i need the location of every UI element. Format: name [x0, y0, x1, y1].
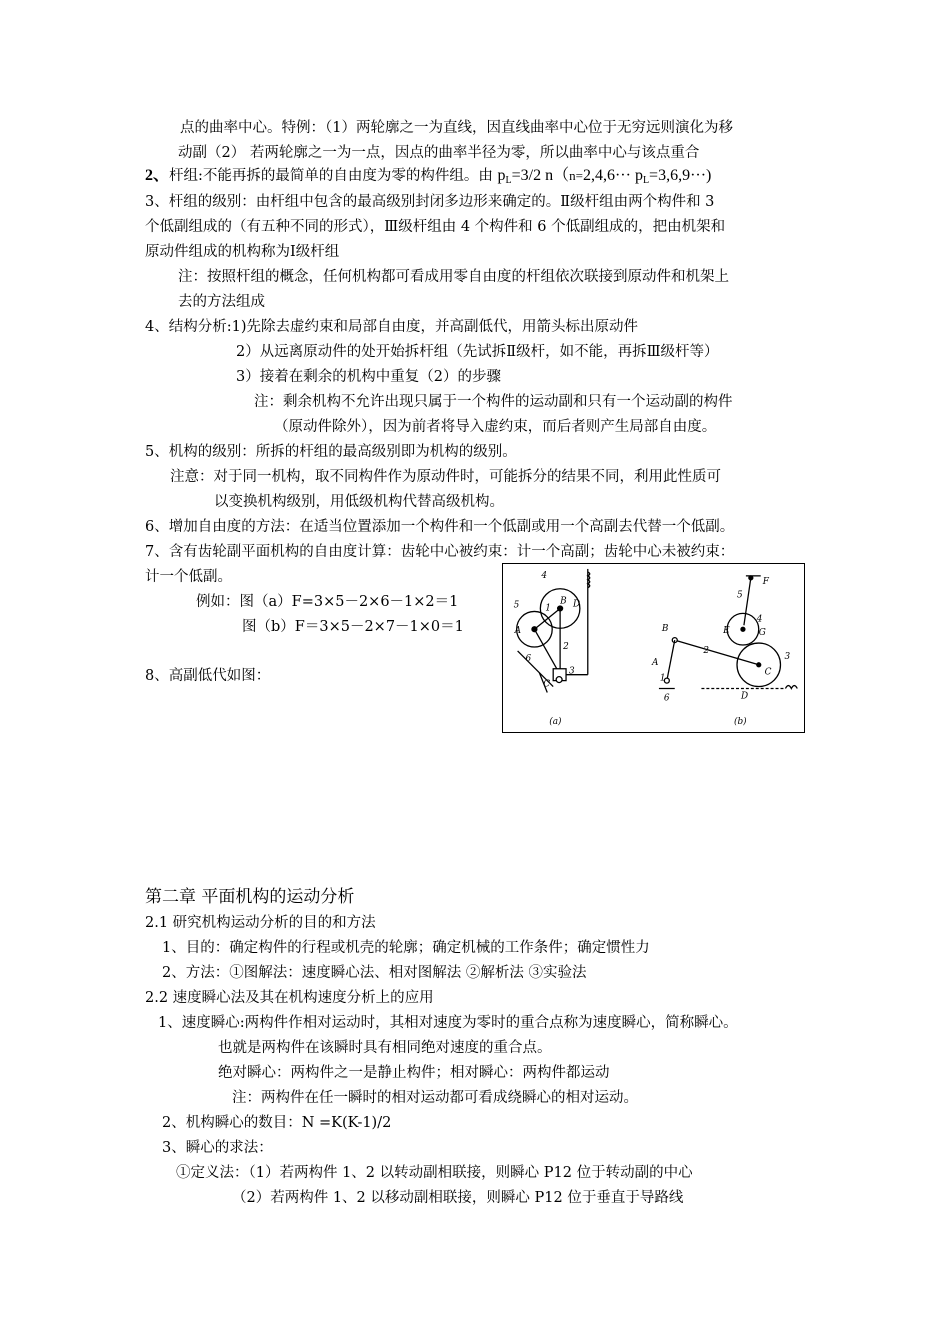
text-line: 7、含有齿轮副平面机构的自由度计算：齿轮中心被约束：计一个高副；齿轮中心未被约束：: [145, 544, 735, 560]
formula-series: $2,4,6\cdot\cdot\cdot p_L=3,6,9\cdot\cdot\cdot$): [582, 167, 712, 186]
section-heading: 2.1 研究机构运动分析的目的和方法: [145, 915, 376, 931]
caption-a: (a): [549, 717, 562, 728]
formula-line: 例如：图（a）F=3×5－2×6－1×2＝1: [196, 594, 459, 610]
label-b: C: [764, 667, 772, 678]
label-b: 6: [663, 693, 670, 704]
text-line: 3）接着在剩余的机构中重复（2）的步骤: [236, 369, 501, 385]
text-line: （原动件除外），因为前者将导入虚约束，而后者则产生局部自由度。: [274, 419, 717, 435]
label-a: 6: [525, 653, 532, 664]
label-a: C: [543, 679, 551, 690]
text-line: 注意：对于同一机构，取不同构件作为原动件时，可能拆分的结果不同，利用此性质可: [170, 469, 721, 485]
text-line: 1、速度瞬心:两构件作相对运动时，其相对速度为零时的重合点称为速度瞬心，简称瞬心。: [158, 1015, 738, 1031]
label-a: D: [572, 599, 581, 610]
label-b: 2: [703, 645, 710, 656]
text-line-pair-formula: [145, 166, 711, 186]
chapter-heading: 第二章 平面机构的运动分析: [145, 887, 355, 907]
label-b: F: [762, 576, 769, 587]
text-line: 5、机构的级别：所拆的杆组的最高级别即为机构的级别。: [145, 444, 517, 460]
mechanism-figure: [502, 563, 805, 733]
text-line: 注：剩余机构不允许出现只属于一个构件的运动副和只有一个运动副的构件: [254, 394, 733, 410]
item-number: 2、: [145, 167, 170, 184]
label-b: G: [758, 628, 766, 639]
text-line: 动副（2） 若两轮廓之一为一点，因点的曲率半径为零，所以曲率中心与该点重合: [178, 145, 700, 161]
text-line: 个低副组成的（有五种不同的形式），Ⅲ级杆组由 4 个构件和 6 个低副组成的，把由机架和: [145, 219, 726, 235]
text-line: 注：两构件在任一瞬时的相对运动都可看成绕瞬心的相对运动。: [232, 1090, 638, 1106]
caption-b: (b): [734, 717, 747, 728]
text-line: 2、机构瞬心的数目：N =K(K-1)/2: [162, 1115, 392, 1131]
text-line: 点的曲率中心。特例：（1）两轮廓之一为直线，因直线曲率中心位于无穷远则演化为移: [180, 120, 733, 136]
label-a: A: [514, 626, 522, 637]
formula: $p_L=3/2$ n（: [497, 167, 570, 186]
label-b: B: [661, 624, 669, 635]
label-b: A: [652, 657, 659, 668]
text-line: 3、瞬心的求法：: [162, 1140, 273, 1156]
text-line: 3、杆组的级别：由杆组中包含的最高级别封闭多边形来确定的。Ⅱ级杆组由两个构件和 3: [145, 194, 715, 210]
text-line: 6、增加自由度的方法：在适当位置添加一个构件和一个低副或用一个高副去代替一个低副。: [145, 519, 735, 535]
label-a: 5: [513, 600, 520, 611]
text-line: 也就是两构件在该瞬时具有相同绝对速度的重合点。: [218, 1040, 552, 1056]
text-line: 2）从远离原动件的处开始拆杆组（先试拆Ⅱ级杆，如不能，再拆Ⅲ级杆等）: [236, 344, 719, 360]
text-line: 4、结构分析:1)先除去虚约束和局部自由度，并高副低代，用箭头标出原动件: [145, 319, 638, 335]
pair-definition: 杆组:不能再拆的最简单的自由度为零的构件组。由: [169, 168, 498, 184]
label-b: 1: [659, 673, 666, 684]
label-b: 4: [756, 614, 763, 625]
mechanism-diagram: [503, 564, 804, 732]
text-line: ①定义法：（1）若两构件 1、2 以转动副相联接，则瞬心 P12 位于转动副的中心: [176, 1165, 693, 1181]
text-line: 去的方法组成: [178, 294, 265, 310]
label-a: B: [560, 596, 567, 607]
text-line: 计一个低副。: [145, 569, 232, 585]
label-b: D: [740, 691, 749, 702]
text-line: 1、目的：确定构件的行程或机壳的轮廓；确定机械的工作条件；确定惯性力: [162, 940, 650, 956]
text-line: 8、高副低代如图：: [145, 668, 271, 684]
label-a: 2: [563, 641, 569, 652]
text-line: （2）若两构件 1、2 以移动副相联接，则瞬心 P12 位于垂直于导路线: [232, 1190, 684, 1206]
label-b: 3: [784, 651, 791, 662]
label-b: E: [723, 626, 730, 637]
label-a: 4: [541, 570, 547, 581]
label-b: 5: [737, 590, 743, 601]
formula-line: 图（b）F＝3×5－2×7－1×0＝1: [242, 619, 464, 635]
section-heading: 2.2 速度瞬心法及其在机构速度分析上的应用: [145, 990, 434, 1006]
label-a: 3: [569, 666, 575, 677]
text-line: 2、方法：①图解法：速度瞬心法、相对图解法 ②解析法 ③实验法: [162, 965, 587, 981]
text-line: 以变换机构级别，用低级机构代替高级机构。: [214, 494, 504, 510]
text-line: 原动件组成的机构称为Ⅰ级杆组: [145, 244, 340, 260]
text-line: 注：按照杆组的概念，任何机构都可看成用零自由度的杆组依次联接到原动件和机架上: [178, 269, 729, 285]
text-line: 绝对瞬心：两构件之一是静止构件；相对瞬心：两构件都运动: [218, 1065, 610, 1081]
label-a: 1: [545, 603, 551, 614]
formula-n: n=: [569, 168, 583, 183]
